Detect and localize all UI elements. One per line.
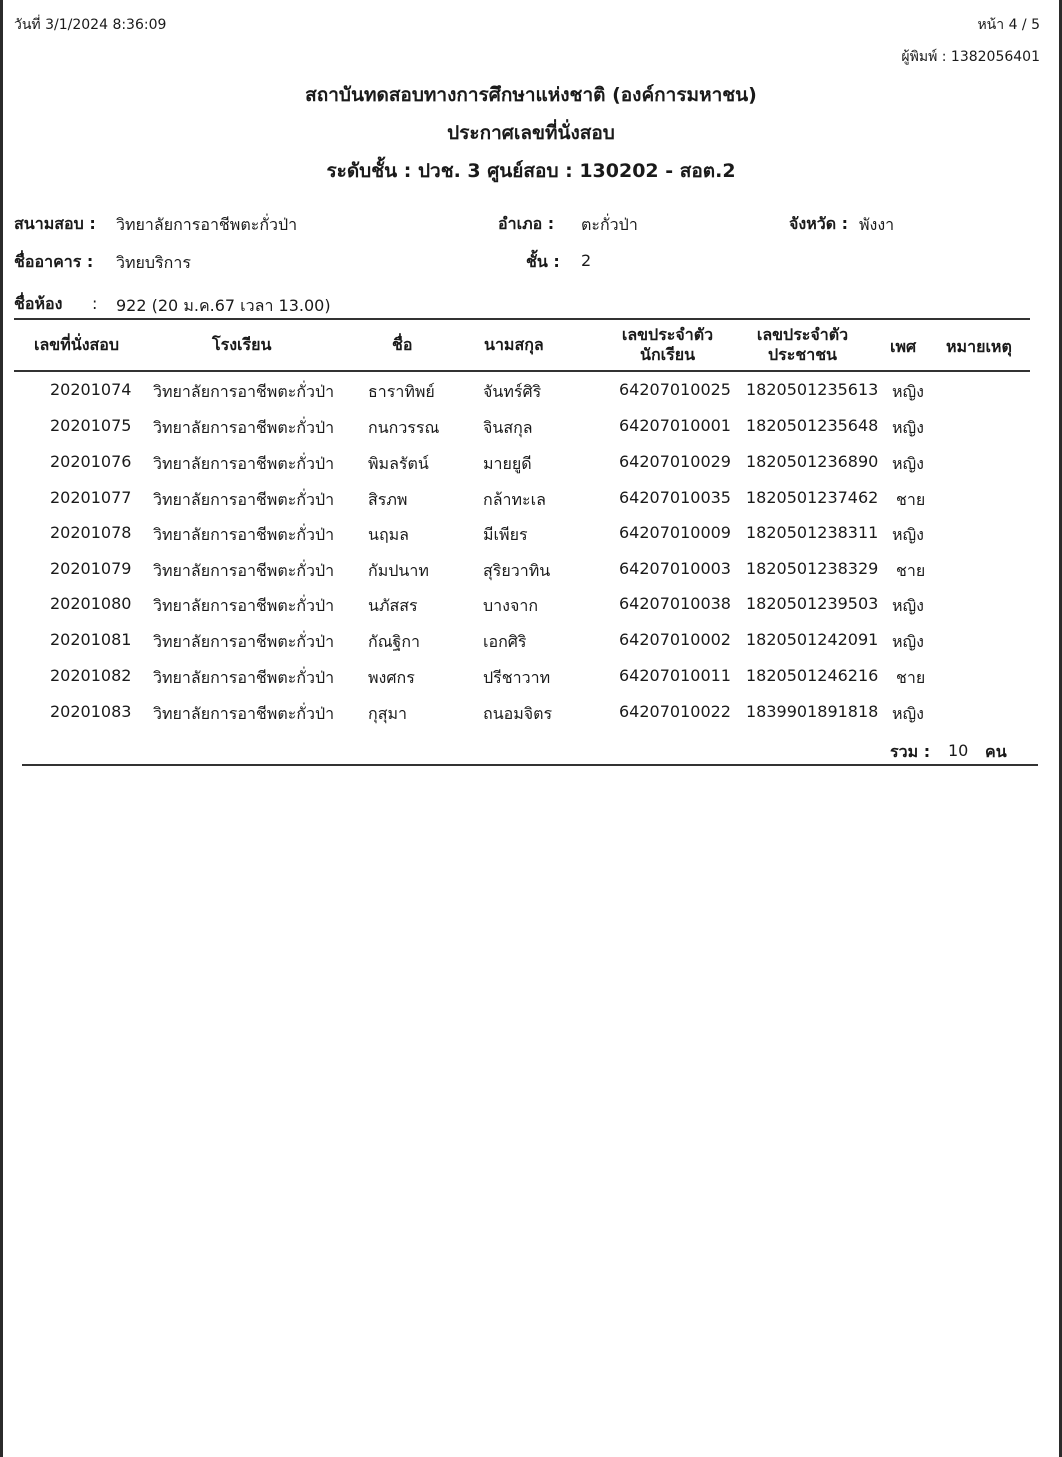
exam-level-title: ระดับชั้น : ปวช. 3 ศูนย์สอบ : 130202 - สอต.2	[326, 160, 736, 182]
col-student-id-line1: เลขประจำตัว	[621, 325, 714, 344]
col-citizen-id-line2: ประชาชน	[768, 345, 837, 364]
seat-number: 20201076	[50, 452, 132, 471]
announcement-title: ประกาศเลขที่นั่งสอบ	[447, 122, 615, 144]
student-id: 64207010002	[619, 630, 731, 649]
sex: หญิง	[892, 596, 924, 615]
province-label: จังหวัด :	[789, 214, 849, 233]
citizen-id: 1820501238311	[746, 523, 879, 542]
printer-id: ผู้พิมพ์ : 1382056401	[901, 49, 1040, 65]
student-id: 64207010038	[619, 594, 731, 613]
sex: หญิง	[892, 704, 924, 723]
first-name: สิรภพ	[368, 490, 408, 509]
table-row	[0, 586, 1062, 620]
sex: หญิง	[892, 525, 924, 544]
sex: หญิง	[892, 632, 924, 651]
student-id: 64207010001	[619, 416, 731, 435]
table-row	[0, 480, 1062, 514]
seat-number: 20201077	[50, 488, 132, 507]
last-name: มายยูดี	[483, 454, 532, 473]
room-colon: :	[92, 294, 98, 313]
student-id: 64207010025	[619, 380, 731, 399]
seat-number: 20201082	[50, 666, 132, 685]
col-citizen-id-line1: เลขประจำตัว	[756, 325, 849, 344]
citizen-id: 1820501239503	[746, 594, 879, 613]
school-name: วิทยาลัยการอาชีพตะกั่วป่า	[153, 525, 335, 544]
last-name: ปรีชาวาท	[483, 668, 551, 687]
last-name: มีเพียร	[483, 525, 528, 544]
screen-edge-left	[0, 0, 3, 1457]
table-bottom-rule	[22, 764, 1038, 766]
room-label: ชื่อห้อง	[14, 294, 63, 313]
school-name: วิทยาลัยการอาชีพตะกั่วป่า	[153, 454, 335, 473]
citizen-id: 1820501246216	[746, 666, 879, 685]
sex: ชาย	[896, 561, 926, 580]
school-name: วิทยาลัยการอาชีพตะกั่วป่า	[153, 668, 335, 687]
last-name: สุริยวาทิน	[483, 561, 551, 580]
school-name: วิทยาลัยการอาชีพตะกั่วป่า	[153, 596, 335, 615]
school-name: วิทยาลัยการอาชีพตะกั่วป่า	[153, 382, 335, 401]
province-value: พังงา	[859, 215, 895, 234]
table-row	[0, 372, 1062, 406]
citizen-id: 1820501236890	[746, 452, 879, 471]
table-top-rule	[14, 318, 1030, 320]
student-id: 64207010022	[619, 702, 731, 721]
citizen-id: 1820501242091	[746, 630, 879, 649]
last-name: กล้าทะเล	[483, 490, 546, 509]
seat-number: 20201075	[50, 416, 132, 435]
print-date: วันที่ 3/1/2024 8:36:09	[14, 17, 167, 33]
sex: หญิง	[892, 454, 924, 473]
table-row	[0, 515, 1062, 549]
building-value: วิทยบริการ	[116, 253, 191, 272]
col-seat: เลขที่นั่งสอบ	[34, 335, 120, 354]
sex: หญิง	[892, 418, 924, 437]
seat-number: 20201078	[50, 523, 132, 542]
table-row	[0, 658, 1062, 692]
student-id: 64207010011	[619, 666, 731, 685]
col-student-id	[610, 325, 725, 365]
district-label: อำเภอ :	[498, 214, 555, 233]
last-name: บางจาก	[483, 596, 538, 615]
table-row	[0, 444, 1062, 478]
first-name: กนกวรรณ	[368, 418, 440, 437]
floor-label: ชั้น :	[526, 252, 560, 271]
first-name: กัณฐิกา	[368, 632, 421, 651]
building-label: ชื่ออาคาร :	[14, 252, 94, 271]
room-value: 922 (20 ม.ค.67 เวลา 13.00)	[116, 296, 331, 315]
table-row	[0, 694, 1062, 728]
citizen-id: 1820501238329	[746, 559, 879, 578]
citizen-id: 1820501237462	[746, 488, 879, 507]
last-name: ถนอมจิตร	[483, 704, 553, 723]
school-name: วิทยาลัยการอาชีพตะกั่วป่า	[153, 632, 335, 651]
last-name: จันทร์ศิริ	[483, 382, 542, 401]
last-name: จินสกุล	[483, 418, 533, 437]
citizen-id: 1839901891818	[746, 702, 879, 721]
seat-number: 20201080	[50, 594, 132, 613]
table-row	[0, 622, 1062, 656]
col-surname: นามสกุล	[484, 335, 544, 354]
col-student-id-line2: นักเรียน	[640, 345, 695, 364]
student-id: 64207010029	[619, 452, 731, 471]
school-name: วิทยาลัยการอาชีพตะกั่วป่า	[153, 561, 335, 580]
page-number: หน้า 4 / 5	[977, 17, 1040, 33]
sex: ชาย	[896, 490, 926, 509]
sex: หญิง	[892, 382, 924, 401]
col-note: หมายเหตุ	[946, 337, 1012, 356]
first-name: พิมลรัตน์	[368, 454, 429, 473]
first-name: พงศกร	[368, 668, 415, 687]
seat-number: 20201079	[50, 559, 132, 578]
seat-number: 20201083	[50, 702, 132, 721]
institute-title: สถาบันทดสอบทางการศึกษาแห่งชาติ (องค์การมหาชน)	[305, 84, 757, 106]
citizen-id: 1820501235613	[746, 380, 879, 399]
student-id: 64207010009	[619, 523, 731, 542]
total-unit: คน	[985, 742, 1007, 761]
col-citizen-id	[745, 325, 860, 365]
first-name: กุสุมา	[368, 704, 407, 723]
total-count: 10	[948, 741, 969, 760]
seat-number: 20201081	[50, 630, 132, 649]
district-value: ตะกั่วป่า	[581, 215, 638, 234]
col-sex: เพศ	[890, 337, 917, 356]
col-name: ชื่อ	[392, 335, 413, 354]
student-id: 64207010035	[619, 488, 731, 507]
first-name: นฤมล	[368, 525, 409, 544]
venue-label: สนามสอบ :	[14, 214, 96, 233]
col-school: โรงเรียน	[212, 335, 272, 354]
student-id: 64207010003	[619, 559, 731, 578]
school-name: วิทยาลัยการอาชีพตะกั่วป่า	[153, 490, 335, 509]
school-name: วิทยาลัยการอาชีพตะกั่วป่า	[153, 418, 335, 437]
first-name: กัมปนาท	[368, 561, 429, 580]
school-name: วิทยาลัยการอาชีพตะกั่วป่า	[153, 704, 335, 723]
sex: ชาย	[896, 668, 926, 687]
venue-value: วิทยาลัยการอาชีพตะกั่วป่า	[116, 215, 298, 234]
total-label: รวม :	[890, 742, 931, 761]
first-name: นภัสสร	[368, 596, 418, 615]
citizen-id: 1820501235648	[746, 416, 879, 435]
last-name: เอกศิริ	[483, 632, 527, 651]
table-row	[0, 551, 1062, 585]
first-name: ธาราทิพย์	[368, 382, 435, 401]
seat-number: 20201074	[50, 380, 132, 399]
table-row	[0, 408, 1062, 442]
floor-value: 2	[581, 251, 592, 270]
